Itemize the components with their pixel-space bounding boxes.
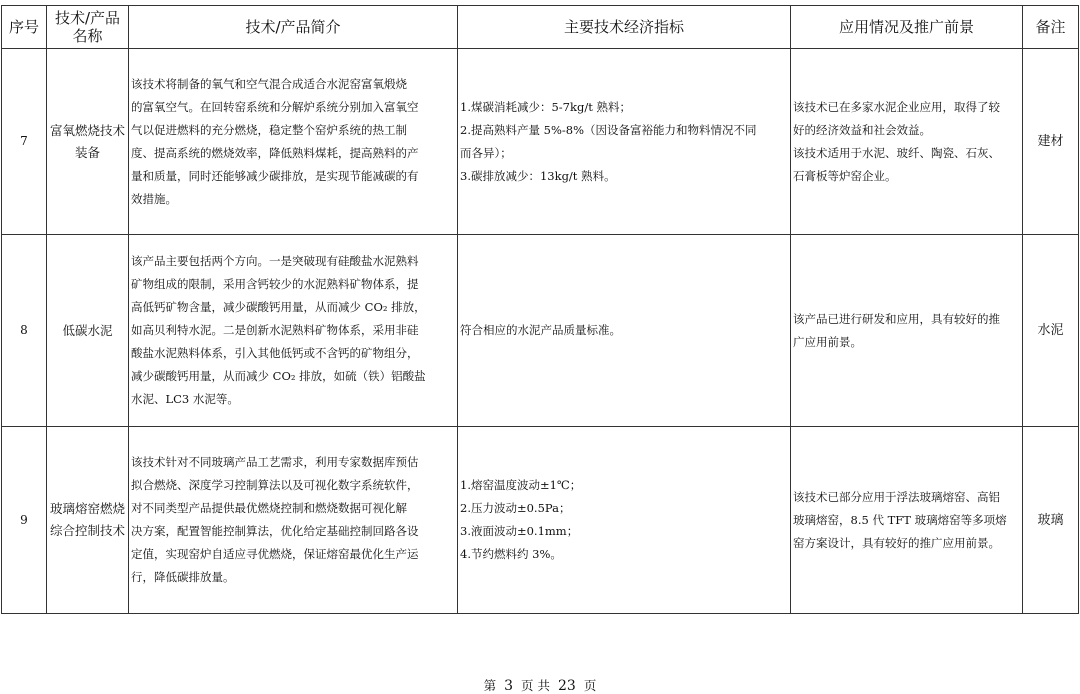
intro-line: 减少碳酸钙用量，从而减少 CO₂ 排放，如硫（铁）铝酸盐 (131, 369, 426, 383)
footer-mid: 页 共 (521, 678, 551, 693)
row-application (791, 49, 1023, 235)
row-intro (129, 427, 458, 614)
row-index: 8 (2, 235, 47, 427)
intro-line: 如高贝利特水泥。二是创新水泥熟料矿物体系，采用非硅 (131, 323, 419, 337)
intro-line: 定值，实现窑炉自适应寻优燃烧，保证熔窑最优化生产运 (131, 547, 419, 561)
row-index: 7 (2, 49, 47, 235)
application-line: 玻璃熔窑，8.5 代 TFT 玻璃熔窑等多项熔 (793, 512, 1007, 527)
intro-line: 高低钙矿物含量，减少碳酸钙用量，从而减少 CO₂ 排放， (131, 300, 426, 314)
intro-line: 矿物组成的限制，采用含钙较少的水泥熟料矿物体系，提 (131, 277, 419, 291)
intro-line: 酸盐水泥熟料体系，引入其他低钙或不含钙的矿物组分， (131, 346, 419, 360)
intro-line: 该技术针对不同玻璃产品工艺需求，利用专家数据库预估 (131, 455, 419, 469)
indicator-line: 而各异）； (460, 145, 512, 160)
intro-line: 量和质量，同时还能够减少碳排放，是实现节能减碳的有 (131, 168, 419, 183)
application-line: 石膏板等炉窑企业。 (793, 168, 897, 183)
indicator-line: 1.煤碳消耗减少：5-7kg/t 熟料； (460, 99, 631, 114)
header-index: 序号 (2, 6, 47, 49)
application-line: 该技术已在多家水泥企业应用，取得了较 (793, 99, 1000, 114)
indicator-line: 1.熔窑温度波动±1℃； (460, 478, 582, 492)
indicator-line: 2.提高熟料产量 5%-8%（因设备富裕能力和物料情况不同 (460, 122, 757, 137)
table-row (2, 49, 1079, 235)
intro-line: 效措施。 (131, 191, 177, 206)
application-line: 该技术适用于水泥、玻纤、陶瓷、石灰、 (793, 145, 1000, 160)
indicator-line: 2.压力波动±0.5Pa； (460, 501, 571, 515)
indicator-line: 符合相应的水泥产品质量标准。 (460, 323, 621, 337)
row-name-line: 玻璃熔窑燃烧 (49, 501, 125, 516)
intro-line: 水泥、LC3 水泥等。 (131, 392, 239, 406)
intro-line: 该技术将制备的氧气和空气混合成适合水泥窑富氧煅烧 (131, 76, 407, 91)
table-row (2, 427, 1079, 614)
footer-prefix: 第 (483, 678, 497, 693)
row-index: 9 (2, 427, 47, 614)
footer-total-pages: 23 (558, 678, 576, 694)
application-line: 窑方案设计，具有较好的推广应用前景。 (793, 535, 1000, 550)
header-name-line: 技术/产品 (54, 9, 121, 27)
table-header-row (2, 6, 1079, 49)
row-intro (129, 49, 458, 235)
row-remark: 水泥 (1023, 235, 1079, 427)
tech-product-table (1, 5, 1079, 614)
row-name (47, 49, 129, 235)
row-remark: 玻璃 (1023, 427, 1079, 614)
row-intro (129, 235, 458, 427)
indicator-line: 3.碳排放减少：13kg/t 熟料。 (460, 168, 616, 183)
row-name-line: 装备 (74, 144, 100, 160)
intro-line: 对不同类型产品提供最优燃烧控制和燃烧数据可视化解 (131, 501, 407, 515)
header-name-line: 名称 (72, 27, 103, 45)
intro-line: 度、提高系统的燃烧效率，降低熟料煤耗，提高熟料的产 (131, 145, 419, 160)
page-footer (0, 676, 1080, 694)
row-name-line: 综合控制技术 (49, 523, 125, 538)
indicator-line: 3.液面波动±0.1mm； (460, 524, 579, 538)
application-line: 广应用前景。 (793, 334, 862, 349)
footer-suffix: 页 (583, 678, 597, 693)
indicator-line: 4.节约燃料约 3%。 (460, 547, 562, 561)
intro-line: 行，降低碳排放量。 (131, 570, 235, 584)
row-name (47, 427, 129, 614)
intro-line: 拟合燃烧、深度学习控制算法以及可视化数字系统软件， (131, 478, 419, 492)
header-indicators: 主要技术经济指标 (458, 6, 791, 49)
row-name (47, 235, 129, 427)
intro-line: 决方案，配置智能控制算法，优化给定基础控制回路各设 (131, 524, 419, 538)
row-indicators (458, 49, 791, 235)
header-remark: 备注 (1023, 6, 1079, 49)
header-intro: 技术/产品简介 (129, 6, 458, 49)
intro-line: 气以促进燃料的充分燃烧，稳定整个窑炉系统的热工制 (131, 122, 407, 137)
application-line: 该技术已部分应用于浮法玻璃熔窑、高铝 (793, 489, 1000, 504)
row-indicators (458, 427, 791, 614)
table-row (2, 235, 1079, 427)
intro-line: 该产品主要包括两个方向。一是突破现有硅酸盐水泥熟料 (131, 254, 419, 268)
header-application: 应用情况及推广前景 (791, 6, 1023, 49)
footer-page-number: 3 (504, 678, 514, 694)
row-application (791, 235, 1023, 427)
application-line: 该产品已进行研发和应用，具有较好的推 (793, 311, 1000, 326)
intro-line: 的富氧空气。在回转窑系统和分解炉系统分别加入富氧空 (131, 99, 419, 114)
row-application (791, 427, 1023, 614)
row-name-line: 富氧燃烧技术 (49, 122, 125, 138)
row-name-line: 低碳水泥 (62, 322, 113, 338)
row-indicators (458, 235, 791, 427)
header-name (47, 6, 129, 49)
row-remark: 建材 (1023, 49, 1079, 235)
application-line: 好的经济效益和社会效益。 (793, 122, 931, 137)
